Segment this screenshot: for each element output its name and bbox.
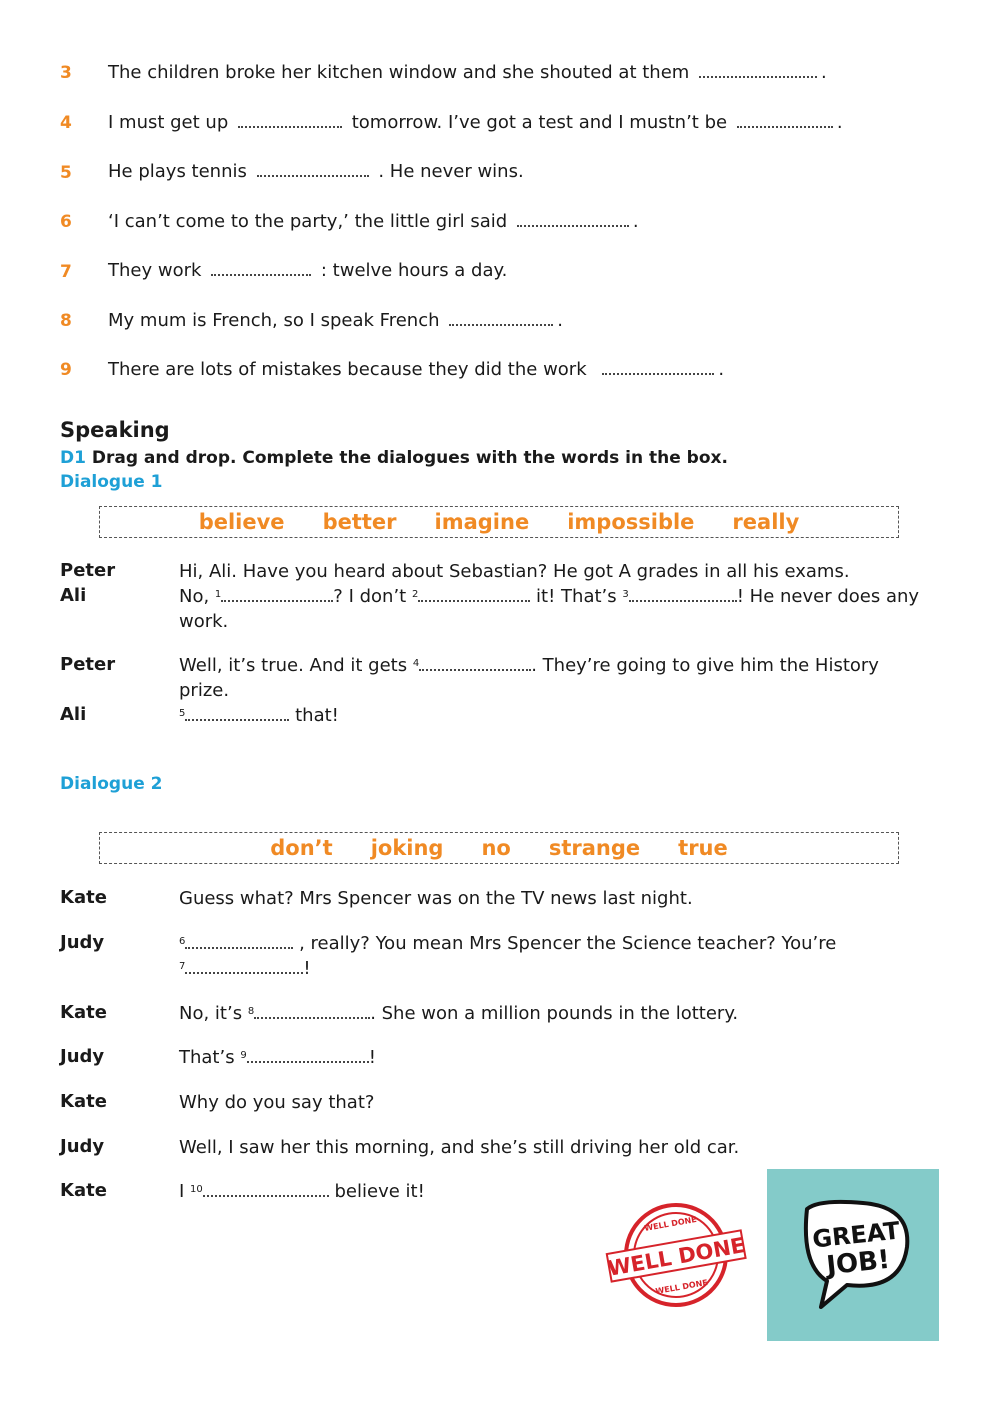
bubble-text-1: GREAT bbox=[811, 1216, 902, 1254]
speaker-name: Ali bbox=[60, 704, 87, 725]
great-job-tile bbox=[767, 1169, 939, 1341]
answer-blank[interactable] bbox=[449, 310, 553, 326]
instruction-code: D1 bbox=[60, 448, 86, 468]
speaker-name: Judy bbox=[60, 1046, 105, 1067]
drop-target-4[interactable] bbox=[419, 655, 531, 671]
drag-word[interactable]: believe bbox=[198, 510, 285, 534]
drag-word[interactable]: joking bbox=[370, 836, 444, 860]
drop-target-5[interactable] bbox=[185, 705, 289, 721]
dialogue-line: Hi, Ali. Have you heard about Sebastian? He got A grades in all his exams. bbox=[179, 561, 850, 582]
dialogue-line: $^6$ , really? You mean Mrs Spencer the Science teacher? You’re $^7$ ! bbox=[179, 933, 837, 979]
drag-word[interactable]: better bbox=[322, 510, 397, 534]
drop-target-3[interactable] bbox=[629, 586, 737, 602]
drag-word[interactable]: true bbox=[678, 836, 728, 860]
speaker-name: Judy bbox=[60, 932, 105, 953]
instruction-text: Drag and drop. Complete the dialogues with the words in the box. bbox=[91, 448, 728, 468]
drop-target-10[interactable] bbox=[203, 1181, 329, 1197]
item-number: 4 bbox=[60, 113, 72, 133]
item-number: 8 bbox=[60, 311, 72, 331]
speaker-name: Ali bbox=[60, 585, 87, 606]
item-sentence: I must get up tomorrow. I’ve got a test and I mustn’t be . bbox=[108, 112, 843, 133]
drop-target-2[interactable] bbox=[418, 586, 530, 602]
item-sentence: ‘I can’t come to the party,’ the little girl said . bbox=[108, 211, 639, 232]
instruction bbox=[60, 448, 728, 468]
speaker-name: Kate bbox=[60, 1002, 107, 1023]
dialogue-line: No, it’s $^8$ . She won a million pounds in the lottery. bbox=[179, 1003, 739, 1024]
dialogue-line: I $^{10}$ believe it! bbox=[179, 1181, 425, 1202]
drop-target-8[interactable] bbox=[254, 1003, 370, 1019]
dialogue-line: $^5$ that! bbox=[179, 705, 339, 726]
dialogue-line: Why do you say that? bbox=[179, 1092, 375, 1113]
answer-blank[interactable] bbox=[699, 62, 817, 78]
item-number: 3 bbox=[60, 63, 72, 83]
answer-blank[interactable] bbox=[211, 260, 311, 276]
section-title: Speaking bbox=[60, 418, 170, 442]
item-number: 9 bbox=[60, 360, 72, 380]
answer-blank[interactable] bbox=[517, 211, 629, 227]
answer-blank[interactable] bbox=[238, 112, 342, 128]
drag-word[interactable]: impossible bbox=[567, 510, 695, 534]
item-sentence: He plays tennis . He never wins. bbox=[108, 161, 524, 182]
speaker-name: Kate bbox=[60, 887, 107, 908]
item-number: 5 bbox=[60, 163, 72, 183]
stamp-top-text: WELL DONE bbox=[643, 1214, 698, 1234]
dialogue-1-title: Dialogue 1 bbox=[60, 472, 163, 492]
dialogue-line: Guess what? Mrs Spencer was on the TV news last night. bbox=[179, 888, 693, 909]
item-sentence: My mum is French, so I speak French . bbox=[108, 310, 563, 331]
speaker-name: Kate bbox=[60, 1091, 107, 1112]
drag-word[interactable]: no bbox=[481, 836, 511, 860]
drop-target-9[interactable] bbox=[247, 1047, 369, 1063]
well-done-stamp bbox=[602, 1196, 750, 1314]
drag-word[interactable]: strange bbox=[548, 836, 641, 860]
speaker-name: Peter bbox=[60, 654, 116, 675]
speech-bubble-icon bbox=[767, 1169, 939, 1341]
item-number: 7 bbox=[60, 262, 72, 282]
word-box-1 bbox=[99, 506, 899, 538]
dialogue-line: Well, it’s true. And it gets $^4$ . They’re going to give him the History prize. bbox=[179, 655, 879, 701]
bubble-text-2: JOB! bbox=[825, 1244, 892, 1282]
stamp-bottom-text: WELL DONE bbox=[654, 1277, 709, 1297]
drag-word[interactable]: imagine bbox=[434, 510, 530, 534]
dialogue-2-title: Dialogue 2 bbox=[60, 774, 163, 794]
dialogue-line: No, $^1$ ? I don’t $^2$ it! That’s $^3$ ! He never does any work. bbox=[179, 586, 920, 632]
drop-target-6[interactable] bbox=[185, 933, 293, 949]
stamp-main-text: WELL DONE bbox=[605, 1233, 747, 1281]
item-sentence: The children broke her kitchen window and she shouted at them . bbox=[108, 62, 827, 83]
drag-word[interactable]: don’t bbox=[270, 836, 333, 860]
answer-blank[interactable] bbox=[257, 161, 369, 177]
drop-target-7[interactable] bbox=[185, 958, 303, 974]
speaker-name: Peter bbox=[60, 560, 116, 581]
word-box-2 bbox=[99, 832, 899, 864]
dialogue-line: Well, I saw her this morning, and she’s still driving her old car. bbox=[179, 1137, 740, 1158]
item-number: 6 bbox=[60, 212, 72, 232]
answer-blank[interactable] bbox=[602, 359, 714, 375]
speaker-name: Judy bbox=[60, 1136, 105, 1157]
drop-target-1[interactable] bbox=[221, 586, 333, 602]
dialogue-line: That’s $^9$ ! bbox=[179, 1047, 376, 1068]
drag-word[interactable]: really bbox=[732, 510, 800, 534]
item-sentence: They work : twelve hours a day. bbox=[108, 260, 508, 281]
answer-blank[interactable] bbox=[737, 112, 833, 128]
speaker-name: Kate bbox=[60, 1180, 107, 1201]
item-sentence: There are lots of mistakes because they did the work . bbox=[108, 359, 725, 380]
